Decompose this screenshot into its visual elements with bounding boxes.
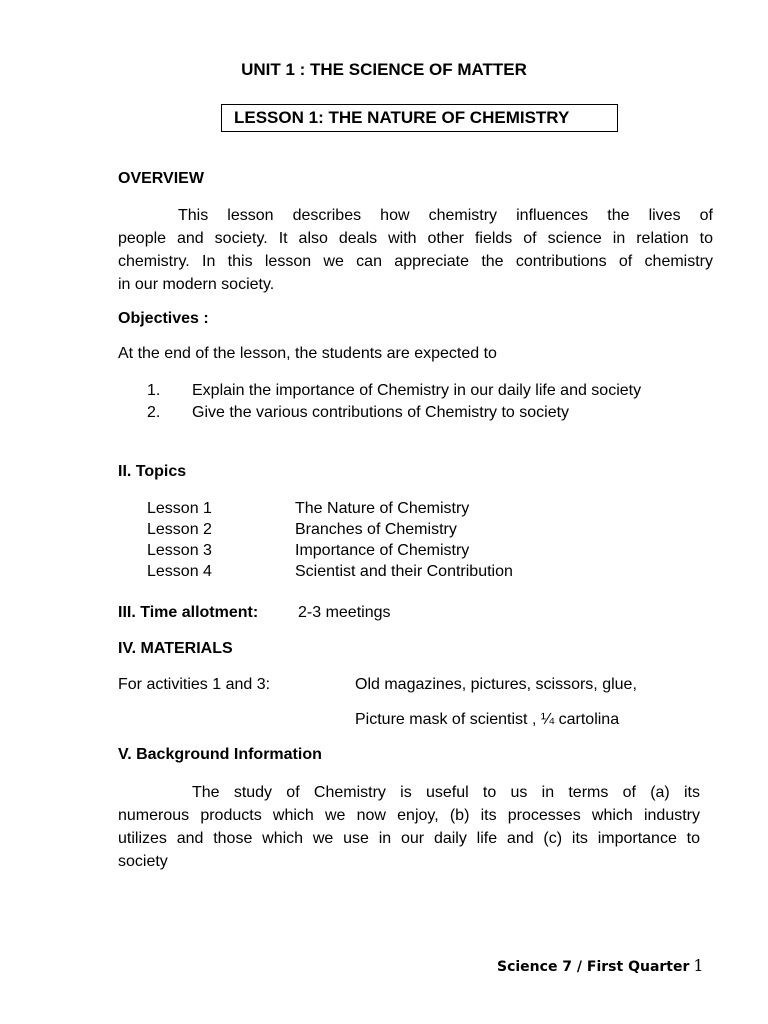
background-line: society <box>118 853 168 870</box>
background-heading: V. Background Information <box>118 746 322 763</box>
background-line: utilizes and those which we use in our daily life and (c) its importance to <box>118 830 700 847</box>
objective-number: 1. <box>147 382 161 399</box>
overview-line: chemistry. In this lesson we can appreciate the contributions of chemistry <box>118 253 713 270</box>
footer-text: Science 7 / First Quarter <box>497 959 690 975</box>
background-line: numerous products which we now enjoy, (b) its processes which industry <box>118 807 700 824</box>
materials-line: Old magazines, pictures, scissors, glue, <box>355 676 637 693</box>
topic-title: Branches of Chemistry <box>295 521 457 538</box>
topics-heading: II. Topics <box>118 463 187 480</box>
topic-lesson: Lesson 1 <box>147 500 212 517</box>
background-line: The study of Chemistry is useful to us in terms of (a) its <box>192 784 700 801</box>
materials-heading: IV. MATERIALS <box>118 640 233 657</box>
objective-number: 2. <box>147 404 161 421</box>
objectives-heading: Objectives : <box>118 310 209 327</box>
topic-title: Scientist and their Contribution <box>295 563 513 580</box>
topic-lesson: Lesson 4 <box>147 563 212 580</box>
materials-label: For activities 1 and 3: <box>118 676 271 693</box>
topic-lesson: Lesson 2 <box>147 521 212 538</box>
time-allotment-heading: III. Time allotment: <box>118 604 259 621</box>
overview-paragraph <box>118 204 713 296</box>
objective-text: Give the various contributions of Chemistry to society <box>192 404 570 421</box>
objective-text: Explain the importance of Chemistry in our daily life and society <box>192 382 642 399</box>
page-footer <box>497 956 704 975</box>
overview-heading: OVERVIEW <box>118 170 204 187</box>
page-number: 1 <box>693 956 704 975</box>
overview-line: This lesson describes how chemistry influences the lives of <box>178 207 713 224</box>
overview-line: in our modern society. <box>118 276 275 293</box>
objectives-intro: At the end of the lesson, the students are expected to <box>118 345 497 362</box>
lesson-title-box: LESSON 1: THE NATURE OF CHEMISTRY <box>221 104 618 132</box>
overview-line: people and society. It also deals with other fields of science in relation to <box>118 230 713 247</box>
topic-lesson: Lesson 3 <box>147 542 212 559</box>
unit-title: UNIT 1 : THE SCIENCE OF MATTER <box>241 60 527 79</box>
topic-title: Importance of Chemistry <box>295 542 470 559</box>
materials-line: Picture mask of scientist , ¼ cartolina <box>355 711 620 728</box>
time-allotment-value: 2-3 meetings <box>298 604 391 621</box>
topic-title: The Nature of Chemistry <box>295 500 470 517</box>
background-paragraph <box>118 781 700 873</box>
